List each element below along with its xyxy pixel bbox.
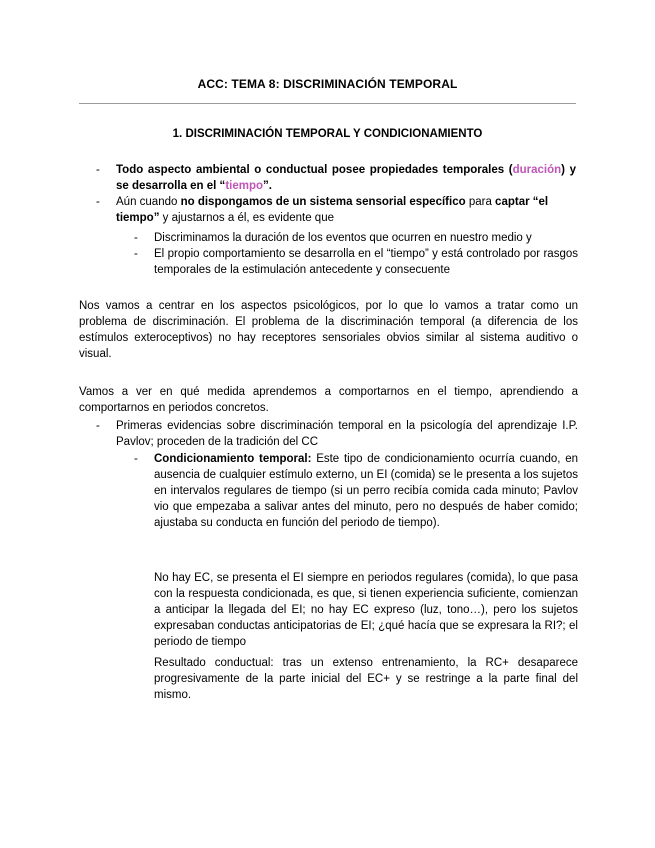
section-heading: 1. DISCRIMINACIÓN TEMPORAL Y CONDICIONAMIENTO xyxy=(172,128,483,140)
sub-bullet-duration: Discriminamos la duración de los eventos que ocurren en nuestro medio y xyxy=(154,232,532,244)
bold-phrase: captar “el tiempo” xyxy=(116,196,549,224)
bullet-marker: - xyxy=(96,420,100,432)
paragraph-psychological-aspects: Nos vamos a centrar en los aspectos psicológicos, por lo que lo vamos a tratar como un problema de discriminación. El problema de la discriminación temporal (a diferencia de los estímulos exteroceptivos) no hay receptores sensoriales obvios similar al sistema auditivo o visual. xyxy=(79,300,578,360)
bullet-temporal-properties xyxy=(116,162,576,194)
paragraph-behaviour-in-time: Vamos a ver en qué medida aprendemos a comportarnos en el tiempo, aprendiendo a comportarnos en periodos concretos. xyxy=(79,386,578,414)
highlight-tiempo: tiempo xyxy=(225,180,264,192)
sub-bullet-marker: - xyxy=(134,248,138,260)
bullet-text: Todo aspecto ambiental o conductual posee propiedades temporales ( xyxy=(116,164,513,176)
sub-bullet-marker: - xyxy=(134,232,138,244)
sub-bullet-marker: - xyxy=(134,453,138,465)
bullet-text: Aún cuando xyxy=(116,196,181,208)
bold-label: Condicionamiento temporal: xyxy=(154,453,312,465)
bullet-text: ”. xyxy=(263,180,272,192)
bullet-text: para xyxy=(465,196,496,208)
bullet-marker: - xyxy=(96,196,100,208)
bullet-marker: - xyxy=(96,164,100,176)
sub-bullet-text: Este tipo de condicionamiento ocurría cuando, en ausencia de cualquier estímulo externo, un EI (comida) se le presenta a los sujetos en intervalos regulares de tiempo (si un perro recibía comida cada minuto; Pavlov vio que empezaba a salivar antes del minuto, pero no después de haber comido; ajustaba su conducta en función del periodo de tiempo). xyxy=(154,453,578,529)
highlight-duracion: duración xyxy=(512,164,562,176)
bullet-text: ) y se desarrolla en el “ xyxy=(116,164,576,192)
sub-bullet-behaviour: El propio comportamiento se desarrolla en el “tiempo” y está controlado por rasgos temporales de la estimulación antecedente y consecuente xyxy=(154,248,578,276)
bullet-no-sensory-system xyxy=(116,194,578,226)
sub-bullet-temporal-conditioning xyxy=(154,451,578,531)
bold-phrase: no dispongamos de un sistema sensorial específico xyxy=(180,196,466,208)
document-title: ACC: TEMA 8: DISCRIMINACIÓN TEMPORAL xyxy=(197,77,458,91)
paragraph-behavioural-result: Resultado conductual: tras un extenso entrenamiento, la RC+ desaparece progresivamente de la parte inicial del EC+ y se restringe a la parte final del mismo. xyxy=(154,657,578,701)
bullet-text: y ajustarnos a él, es evidente que xyxy=(159,212,334,224)
title-divider xyxy=(79,103,576,104)
bullet-pavlov-evidence: Primeras evidencias sobre discriminación temporal en la psicología del aprendizaje I.P. Pavlov; proceden de la tradición del CC xyxy=(116,420,578,448)
paragraph-no-ec: No hay EC, se presenta el EI siempre en periodos regulares (comida), lo que pasa con la respuesta condicionada, es que, si tienen experiencia suficiente, comienzan a anticipar la llegada del EI; no hay EC expreso (luz, tono…), pero los sujetos expresaban conductas anticipatorias de EI; ¿qué hacía que se expresara la RI?; el periodo de tiempo xyxy=(154,572,578,648)
